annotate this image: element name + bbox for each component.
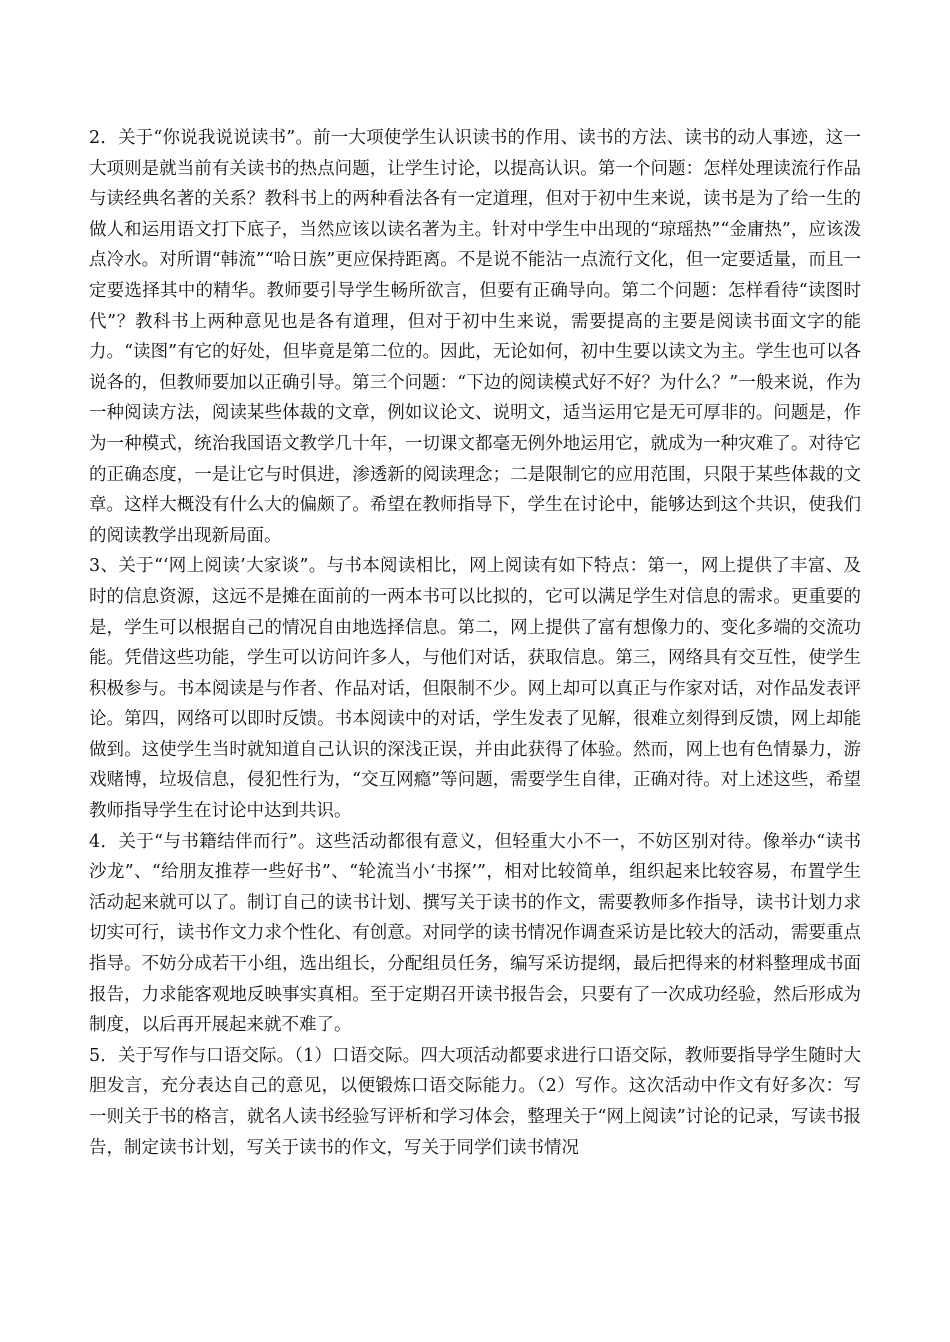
paragraph-online-reading: 3、关于“‘网上阅读’大家谈”。与书本阅读相比，网上阅读有如下特点：第一，网上提供了丰富、及时的信息资源，这远不是摊在面前的一两本书可以比拟的，它可以满足学生对信息的需求。更重要的是，学生可以根据自己的情况自由地选择信息。第二，网上提供了富有想像力的、变化多端的交流功能。凭借这些功能，学生可以访问许多人，与他们对话，获取信息。第三，网络具有交互性，使学生积极参与。书本阅读是与作者、作品对话，但限制不少。网上却可以真正与作家对话，对作品发表评论。第四，网络可以即时反馈。书本阅读中的对话，学生发表了见解，很难立刻得到反馈，网上却能做到。这使学生当时就知道自己认识的深浅正误，并由此获得了体验。然而，网上也有色情暴力，游戏赌博，垃圾信息，侵犯性行为，“交互网瘾”等问题，需要学生自律，正确对待。对上述这些，希望教师指导学生在讨论中达到共识。: [89, 556, 861, 822]
paragraph-companion-books: 4．关于“与书籍结伴而行”。这些活动都很有意义，但轻重大小不一，不妨区别对待。像举办“读书沙龙”、“给朋友推荐一些好书”、“轮流当小‘书探’”，相对比较简单，组织起来比较容易，布置学生活动起来就可以了。制订自己的读书计划、撰写关于读书的作文，需要教师多作指导，读书计划力求切实可行，读书作文力求个性化、有创意。对同学的读书情况作调查采访是比较大的活动，需要重点指导。不妨分成若干小组，选出组长，分配组员任务，编写采访提纲，最后把得来的材料整理成书面报告，力求能客观地反映事实真相。至于定期召开读书报告会，只要有了一次成功经验，然后形成为制度，以后再开展起来就不难了。: [89, 831, 861, 1036]
document-body: [89, 123, 861, 1163]
paragraph-writing-speaking: 5．关于写作与口语交际。（1）口语交际。四大项活动都要求进行口语交际，教师要指导学生随时大胆发言，充分表达自己的意见，以便锻炼口语交际能力。（2）写作。这次活动中作文有好多次：写一则关于书的格言，就名人读书经验写评析和学习体会，整理关于“网上阅读”讨论的记录，写读书报告，制定读书计划，写关于读书的作文，写关于同学们读书情况: [89, 1045, 861, 1158]
paragraph-reading-discussion: 2．关于“你说我说说读书”。前一大项使学生认识读书的作用、读书的方法、读书的动人事迹，这一大项则是就当前有关读书的热点问题，让学生讨论，以提高认识。第一个问题：怎样处理读流行作品与读经典名著的关系？教科书上的两种看法各有一定道理，但对于初中生来说，读书是为了给一生的做人和运用语文打下底子，当然应该以读名著为主。针对中学生中出现的“琼瑶热”“金庸热”，应该泼点冷水。对所谓“韩流”“哈日族”更应保持距离。不是说不能沾一点流行文化，但一定要适量，而且一定要选择其中的精华。教师要引导学生畅所欲言，但要有正确导向。第二个问题：怎样看待“读图时代”？教科书上两种意见也是各有道理，但对于初中生来说，需要提高的主要是阅读书面文字的能力。“读图”有它的好处，但毕竟是第二位的。因此，无论如何，初中生要以读文为主。学生也可以各说各的，但教师要加以正确引导。第三个问题：“下边的阅读模式好不好？为什么？”一般来说，作为一种阅读方法，阅读某些体裁的文章，例如议论文、说明文，适当运用它是无可厚非的。问题是，作为一种模式，统治我国语文教学几十年，一切课文都毫无例外地运用它，就成为一种灾难了。对待它的正确态度，一是让它与时俱进，渗透新的阅读理念；二是限制它的应用范围，只限于某些体裁的文章。这样大概没有什么大的偏颇了。希望在教师指导下，学生在讨论中，能够达到这个共识，使我们的阅读教学出现新局面。: [89, 128, 861, 546]
